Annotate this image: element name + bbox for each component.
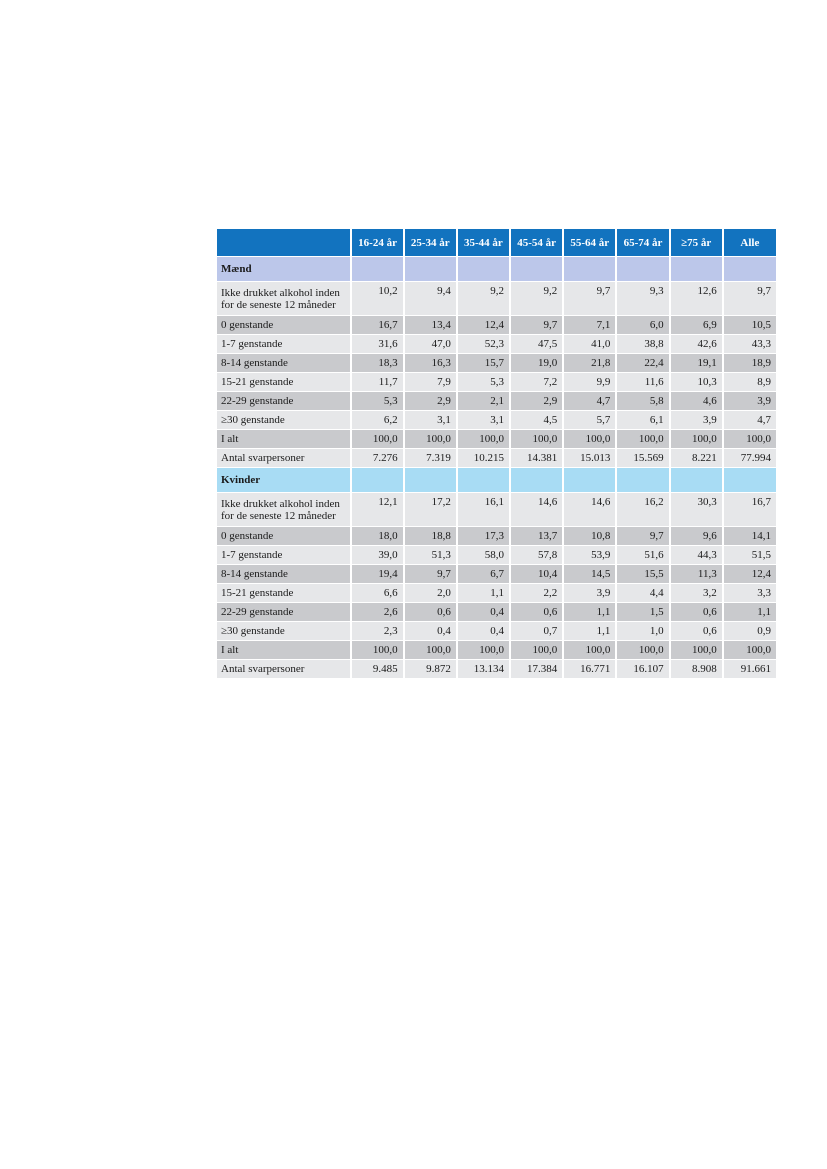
section-header-empty-cell [723,257,776,282]
value-cell: 6,2 [351,411,403,430]
value-cell: 58,0 [457,546,510,565]
row-label-line: 0 genstande [221,530,274,542]
value-cell: 77.994 [723,449,776,468]
value-cell: 100,0 [351,430,403,449]
value-cell: 4,7 [723,411,776,430]
value-cell: 15.013 [563,449,616,468]
table-row [217,527,776,546]
section-header-empty-cell [563,468,616,493]
value-cell: 100,0 [723,641,776,660]
row-label-line: 15-21 genstande [221,587,294,599]
value-cell: 1,0 [616,622,669,641]
value-cell: 0,6 [404,603,457,622]
value-cell: 41,0 [563,335,616,354]
value-cell: 0,6 [670,622,723,641]
value-cell: 18,3 [351,354,403,373]
value-cell: 10,2 [351,282,403,316]
section-header-empty-cell [404,257,457,282]
row-label [217,449,351,468]
value-cell: 15,7 [457,354,510,373]
section-header-empty-cell [670,468,723,493]
value-cell: 17.384 [510,660,563,679]
value-cell: 3,1 [404,411,457,430]
section-header-empty-cell [563,257,616,282]
value-cell: 1,5 [616,603,669,622]
value-cell: 0,6 [670,603,723,622]
value-cell: 53,9 [563,546,616,565]
row-label [217,493,351,527]
row-label-line: Ikke drukket alkohol inden [221,497,340,510]
header-age-35-44: 35-44 år [457,229,510,257]
header-age-65-74: 65-74 år [616,229,669,257]
value-cell: 100,0 [616,641,669,660]
value-cell: 9.872 [404,660,457,679]
value-cell: 5,8 [616,392,669,411]
value-cell: 3,1 [457,411,510,430]
header-age-25-34: 25-34 år [404,229,457,257]
value-cell: 100,0 [457,641,510,660]
section-header-empty-cell [510,468,563,493]
row-label [217,411,351,430]
row-label [217,354,351,373]
table-row [217,282,776,316]
value-cell: 42,6 [670,335,723,354]
value-cell: 15.569 [616,449,669,468]
value-cell: 1,1 [723,603,776,622]
header-age-45-54: 45-54 år [510,229,563,257]
value-cell: 47,0 [404,335,457,354]
section-header-empty-cell [723,468,776,493]
value-cell: 15,5 [616,565,669,584]
table-row [217,641,776,660]
value-cell: 9,7 [563,282,616,316]
row-label-line: I alt [221,644,239,656]
row-label [217,335,351,354]
value-cell: 51,3 [404,546,457,565]
value-cell: 13,7 [510,527,563,546]
header-age-75-plus: ≥75 år [670,229,723,257]
value-cell: 0,9 [723,622,776,641]
value-cell: 100,0 [563,641,616,660]
value-cell: 100,0 [510,430,563,449]
row-label-line: 8-14 genstande [221,357,288,369]
value-cell: 39,0 [351,546,403,565]
value-cell: 11,6 [616,373,669,392]
value-cell: 0,4 [457,603,510,622]
header-age-55-64: 55-64 år [563,229,616,257]
value-cell: 14,1 [723,527,776,546]
section-header-empty-cell [457,468,510,493]
row-label [217,641,351,660]
value-cell: 10,4 [510,565,563,584]
value-cell: 7.276 [351,449,403,468]
row-label-line: I alt [221,433,239,445]
value-cell: 16,1 [457,493,510,527]
value-cell: 18,8 [404,527,457,546]
section-header-row [217,257,776,282]
value-cell: 2,9 [510,392,563,411]
row-label-line: Ikke drukket alkohol inden [221,286,340,299]
value-cell: 9,2 [457,282,510,316]
value-cell: 30,3 [670,493,723,527]
value-cell: 7,2 [510,373,563,392]
section-header-empty-cell [670,257,723,282]
section-title: Kvinder [217,468,351,493]
value-cell: 9,7 [510,316,563,335]
row-label [217,282,351,316]
value-cell: 18,0 [351,527,403,546]
row-label [217,430,351,449]
value-cell: 19,4 [351,565,403,584]
value-cell: 4,7 [563,392,616,411]
table-row [217,565,776,584]
header-all: Alle [723,229,776,257]
value-cell: 9.485 [351,660,403,679]
value-cell: 13,4 [404,316,457,335]
section-header-row [217,468,776,493]
table-row [217,354,776,373]
value-cell: 5,7 [563,411,616,430]
table-row [217,373,776,392]
value-cell: 22,4 [616,354,669,373]
table-row [217,430,776,449]
row-label-line: for de seneste 12 måneder [221,509,336,522]
table-row [217,660,776,679]
table-row [217,584,776,603]
alcohol-consumption-table [217,229,776,679]
value-cell: 8.221 [670,449,723,468]
value-cell: 1,1 [563,603,616,622]
row-label [217,316,351,335]
value-cell: 10,3 [670,373,723,392]
row-label [217,603,351,622]
row-label-line: 22-29 genstande [221,395,294,407]
value-cell: 9,7 [723,282,776,316]
value-cell: 18,9 [723,354,776,373]
row-label-line: Antal svarpersoner [221,452,305,464]
table-row [217,449,776,468]
value-cell: 9,3 [616,282,669,316]
value-cell: 51,6 [616,546,669,565]
value-cell: 2,0 [404,584,457,603]
value-cell: 100,0 [563,430,616,449]
value-cell: 11,7 [351,373,403,392]
section-header-empty-cell [351,468,403,493]
table-row [217,546,776,565]
value-cell: 4,4 [616,584,669,603]
value-cell: 0,6 [510,603,563,622]
value-cell: 19,1 [670,354,723,373]
alcohol-consumption-table-container [217,229,776,679]
value-cell: 10,8 [563,527,616,546]
header-corner-cell [217,229,351,257]
row-label-line: 1-7 genstande [221,549,283,561]
table-body [217,257,776,679]
value-cell: 16.771 [563,660,616,679]
value-cell: 9,2 [510,282,563,316]
value-cell: 44,3 [670,546,723,565]
row-label [217,565,351,584]
value-cell: 43,3 [723,335,776,354]
table-row [217,316,776,335]
row-label-line: 0 genstande [221,319,274,331]
value-cell: 9,9 [563,373,616,392]
value-cell: 31,6 [351,335,403,354]
value-cell: 9,6 [670,527,723,546]
value-cell: 16.107 [616,660,669,679]
row-label [217,392,351,411]
value-cell: 6,1 [616,411,669,430]
value-cell: 14,5 [563,565,616,584]
value-cell: 9,7 [616,527,669,546]
value-cell: 100,0 [723,430,776,449]
table-row [217,335,776,354]
value-cell: 10,5 [723,316,776,335]
value-cell: 7,1 [563,316,616,335]
value-cell: 51,5 [723,546,776,565]
value-cell: 0,4 [457,622,510,641]
value-cell: 1,1 [563,622,616,641]
row-label-line: ≥30 genstande [221,625,285,637]
value-cell: 16,7 [351,316,403,335]
value-cell: 10.215 [457,449,510,468]
value-cell: 12,4 [723,565,776,584]
row-label-line: 1-7 genstande [221,338,283,350]
value-cell: 16,3 [404,354,457,373]
value-cell: 100,0 [510,641,563,660]
header-age-16-24: 16-24 år [351,229,403,257]
value-cell: 38,8 [616,335,669,354]
table-row [217,603,776,622]
value-cell: 4,6 [670,392,723,411]
value-cell: 1,1 [457,584,510,603]
value-cell: 4,5 [510,411,563,430]
value-cell: 8,9 [723,373,776,392]
section-title: Mænd [217,257,351,282]
value-cell: 6,0 [616,316,669,335]
value-cell: 9,7 [404,565,457,584]
value-cell: 6,7 [457,565,510,584]
value-cell: 100,0 [457,430,510,449]
row-label [217,546,351,565]
value-cell: 5,3 [457,373,510,392]
value-cell: 100,0 [670,641,723,660]
row-label-line: for de seneste 12 måneder [221,298,336,311]
value-cell: 3,3 [723,584,776,603]
row-label-line: 15-21 genstande [221,376,294,388]
section-header-empty-cell [404,468,457,493]
value-cell: 100,0 [404,641,457,660]
row-label-line: 22-29 genstande [221,606,294,618]
value-cell: 12,1 [351,493,403,527]
value-cell: 8.908 [670,660,723,679]
value-cell: 6,9 [670,316,723,335]
value-cell: 14,6 [563,493,616,527]
table-row [217,392,776,411]
value-cell: 3,9 [670,411,723,430]
value-cell: 100,0 [616,430,669,449]
value-cell: 2,2 [510,584,563,603]
row-label [217,527,351,546]
value-cell: 19,0 [510,354,563,373]
value-cell: 6,6 [351,584,403,603]
value-cell: 14.381 [510,449,563,468]
value-cell: 5,3 [351,392,403,411]
value-cell: 7,9 [404,373,457,392]
value-cell: 52,3 [457,335,510,354]
section-header-empty-cell [510,257,563,282]
value-cell: 47,5 [510,335,563,354]
value-cell: 3,2 [670,584,723,603]
section-header-empty-cell [457,257,510,282]
section-header-empty-cell [616,468,669,493]
table-header-row [217,229,776,257]
value-cell: 100,0 [351,641,403,660]
value-cell: 12,6 [670,282,723,316]
value-cell: 12,4 [457,316,510,335]
value-cell: 0,4 [404,622,457,641]
value-cell: 2,9 [404,392,457,411]
value-cell: 13.134 [457,660,510,679]
row-label [217,584,351,603]
value-cell: 100,0 [670,430,723,449]
value-cell: 100,0 [404,430,457,449]
row-label-line: 8-14 genstande [221,568,288,580]
value-cell: 7.319 [404,449,457,468]
table-row [217,622,776,641]
value-cell: 16,2 [616,493,669,527]
section-header-empty-cell [616,257,669,282]
value-cell: 3,9 [723,392,776,411]
value-cell: 16,7 [723,493,776,527]
value-cell: 2,3 [351,622,403,641]
value-cell: 2,1 [457,392,510,411]
value-cell: 57,8 [510,546,563,565]
table-row [217,493,776,527]
section-header-empty-cell [351,257,403,282]
table-row [217,411,776,430]
value-cell: 3,9 [563,584,616,603]
value-cell: 2,6 [351,603,403,622]
row-label-line: Antal svarpersoner [221,663,305,675]
value-cell: 9,4 [404,282,457,316]
value-cell: 21,8 [563,354,616,373]
row-label [217,660,351,679]
row-label [217,622,351,641]
value-cell: 14,6 [510,493,563,527]
row-label-line: ≥30 genstande [221,414,285,426]
value-cell: 0,7 [510,622,563,641]
row-label [217,373,351,392]
value-cell: 17,3 [457,527,510,546]
value-cell: 17,2 [404,493,457,527]
value-cell: 11,3 [670,565,723,584]
value-cell: 91.661 [723,660,776,679]
